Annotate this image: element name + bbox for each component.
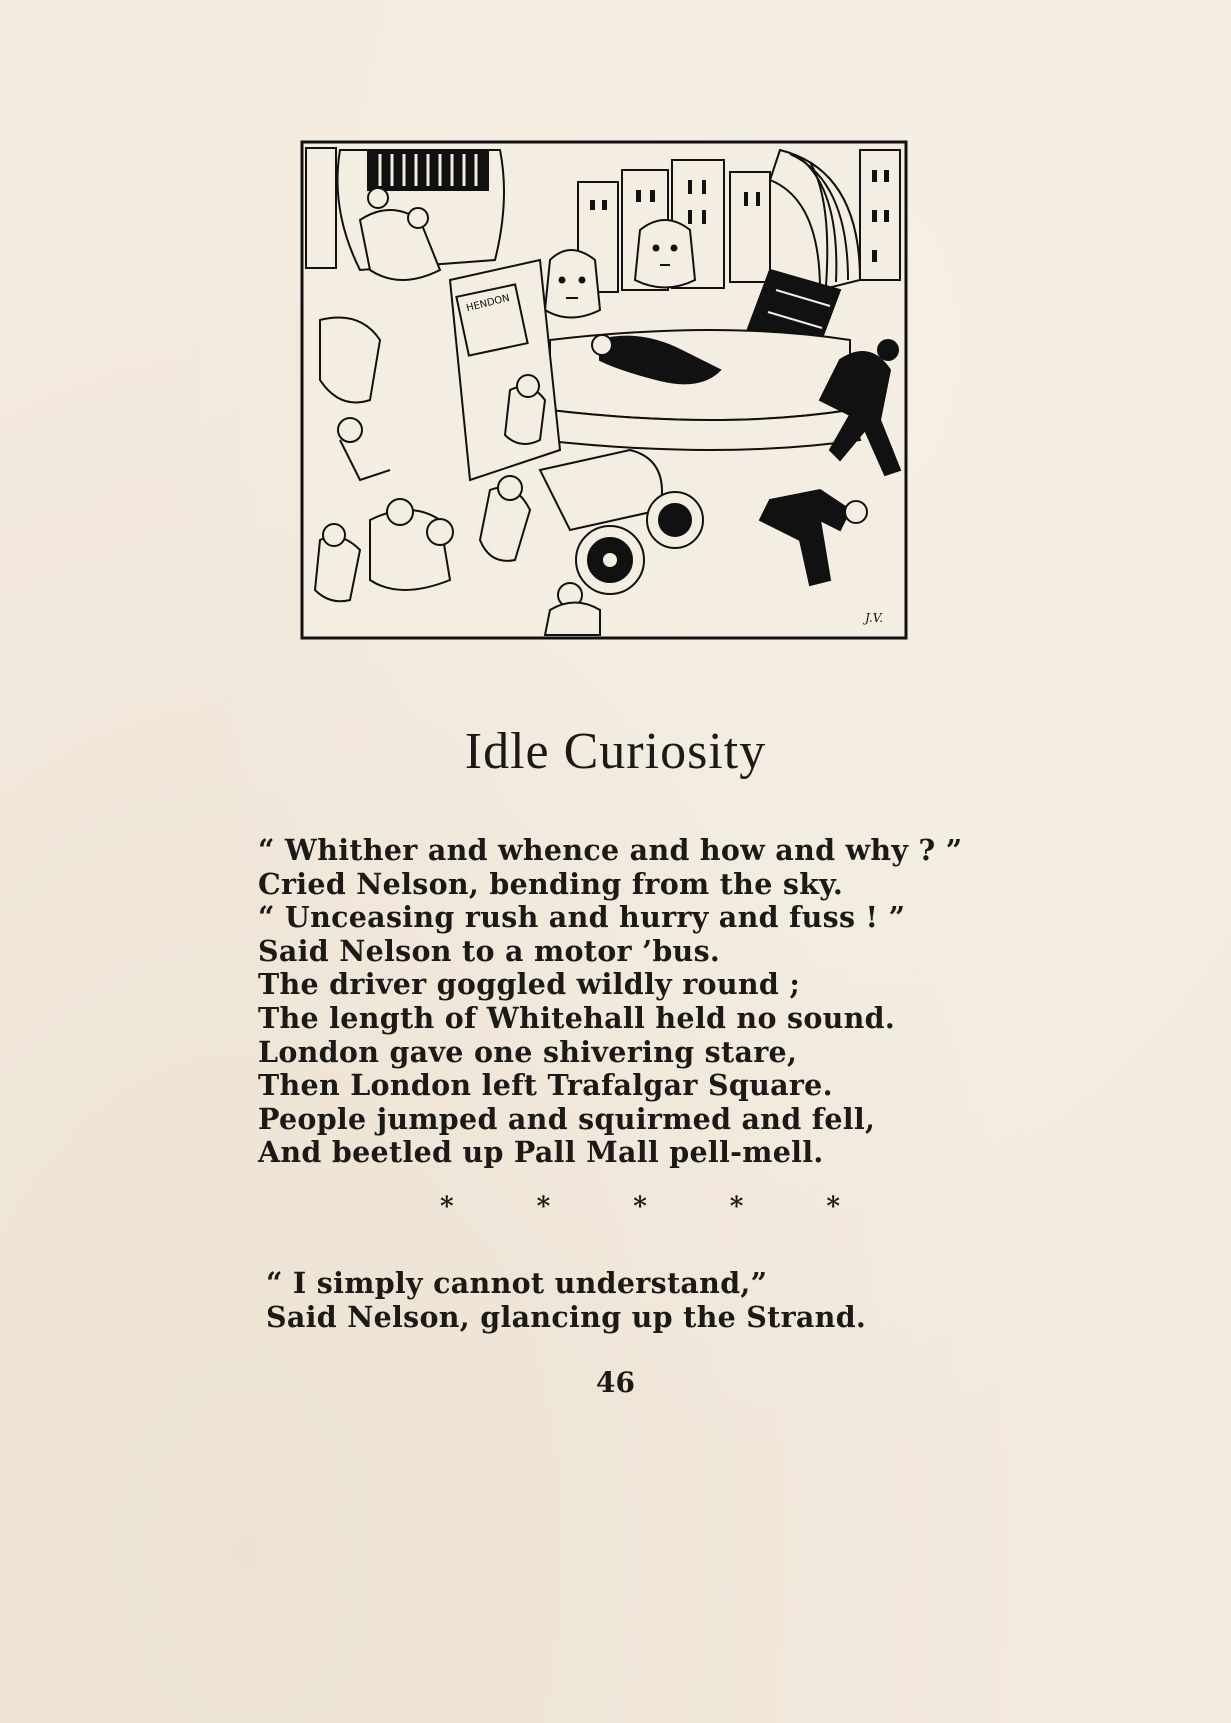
poem-line: And beetled up Pall Mall pell-mell. <box>258 1135 824 1170</box>
poem-line: People jumped and squirmed and fell, <box>258 1101 876 1136</box>
separator-asterisk: * <box>633 1192 647 1222</box>
illustrator-signature: J.V. <box>865 611 884 625</box>
poem-line: Said Nelson to a motor ’bus. <box>258 933 721 968</box>
poem-stanza <box>258 834 1018 1170</box>
poem-title: Idle Curiosity <box>464 723 767 780</box>
poem-line: Said Nelson, glancing up the Strand. <box>266 1300 867 1334</box>
poem-line: The length of Whitehall held no sound. <box>258 1000 896 1035</box>
poem-line: “ Unceasing rush and hurry and fuss ! ” <box>258 900 906 935</box>
poem-line: London gave one shivering stare, <box>258 1034 798 1069</box>
bus-sign-text: HENDON <box>465 292 511 315</box>
page-number: 46 <box>596 1366 635 1399</box>
poem-coda <box>266 1266 1026 1334</box>
poem-line: “ Whither and whence and how and why ? ” <box>258 833 963 867</box>
separator-asterisk: * <box>826 1192 840 1222</box>
trafalgar-square-illustration <box>300 140 908 640</box>
separator-asterisk: * <box>729 1192 744 1222</box>
poem-line: Then London left Trafalgar Square. <box>258 1068 833 1103</box>
section-separator <box>440 1192 840 1222</box>
poem-line: The driver goggled wildly round ; <box>258 967 801 1002</box>
poem-line: Cried Nelson, bending from the sky. <box>258 866 844 901</box>
separator-asterisk: * <box>440 1192 454 1222</box>
poem-line: “ I simply cannot understand,” <box>266 1266 768 1300</box>
separator-asterisk: * <box>536 1192 551 1222</box>
